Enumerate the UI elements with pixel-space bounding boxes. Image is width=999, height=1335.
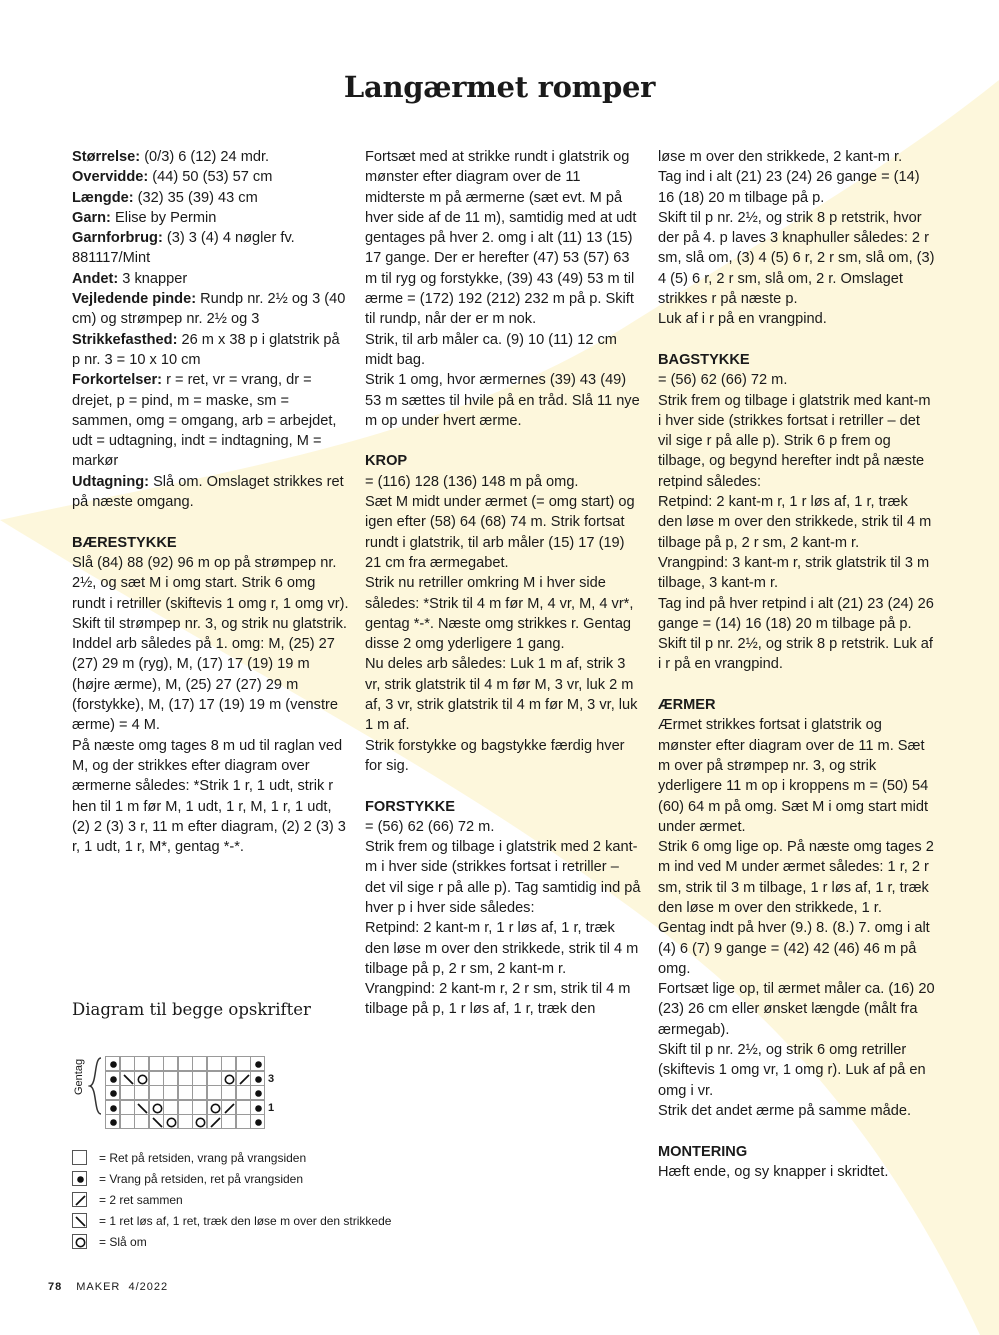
section-forstykke-cont (658, 147, 936, 330)
paragraph: Strik 6 omg lige op. På næste omg tages 2 m ind ved M under ærmet således: 1 r, 2 r sm, strik til 3 m tilbage, 1 r løs af, 1 r, træk den løse m over den strikkede, 1 r. (658, 839, 934, 916)
section-montering (658, 1162, 936, 1182)
paragraph: Luk af i r på en vrangpind. (658, 311, 827, 328)
paragraph: = (116) 128 (136) 148 m på omg. (365, 473, 579, 490)
section-bagstykke (658, 370, 936, 674)
knit-blank-icon (207, 1085, 222, 1100)
knit-blank-icon (221, 1114, 236, 1129)
spec-item (72, 228, 350, 269)
paragraph: = (56) 62 (66) 72 m. (365, 818, 495, 835)
column-3 (658, 147, 936, 1182)
section-heading-montering: MONTERING (658, 1143, 748, 1160)
purl-dot-icon (250, 1100, 265, 1115)
spec-value: Rundp nr. 2½ og 3 (40 cm) og strømpep nr. 2½ og 3 (72, 291, 346, 328)
spec-item (72, 472, 350, 513)
paragraph: Gentag indt på hver (9.) 8. (8.) 7. omg i alt (4) 6 (7) 9 gange = (42) 42 (46) 46 m på omg. (658, 920, 930, 977)
page-footer (48, 1281, 168, 1293)
k2tog-icon (236, 1071, 251, 1086)
knit-blank-icon (178, 1114, 193, 1129)
purl-dot-icon (105, 1085, 120, 1100)
repeat-brace-icon (88, 1056, 104, 1116)
legend-item (72, 1171, 432, 1187)
knit-blank-icon (236, 1114, 251, 1129)
knit-blank-icon (192, 1056, 207, 1071)
paragraph: Tag ind på hver retpind i alt (21) 23 (24) 26 gange = (14) 16 (18) 20 m tilbage på p. (658, 595, 934, 632)
k2tog-icon (221, 1100, 236, 1115)
paragraph: Ærmet strikkes fortsat i glatstrik og mønster efter diagram over de 11 m. Sæt m over på strømpep nr. 3, og strik yderligere 11 m op i kroppens m = (50) 54 (60) 64 m på omg. Sæt M i omg start midt under ærmet. (658, 717, 929, 835)
paragraph: Skift til p nr. 2½, og strik 8 p retstrik. Luk af i r på en vrangpind. (658, 636, 933, 673)
knit-blank-icon (207, 1056, 222, 1071)
knit-blank-icon (149, 1071, 164, 1086)
page-title: Langærmet romper (343, 70, 656, 104)
knit-blank-icon (134, 1114, 149, 1129)
diagram-title: Diagram til begge opskrifter (72, 1000, 311, 1019)
knit-blank-icon (163, 1071, 178, 1086)
spec-item (72, 269, 350, 289)
paragraph: Strik 1 omg, hvor ærmernes (39) 43 (49) 53 m sættes til hvile på en tråd. Slå 11 nye m op under hvert ærme. (365, 372, 640, 429)
spec-item (72, 147, 350, 167)
yarn-over-icon (221, 1071, 236, 1086)
spec-label: Andet: (72, 270, 119, 287)
paragraph: Vrangpind: 3 kant-m r, strik glatstrik til 3 m tilbage, 3 kant-m r. (658, 554, 930, 592)
skp-icon (120, 1071, 135, 1086)
knit-blank-icon (221, 1085, 236, 1100)
section-aermer (658, 715, 936, 1121)
yarn-over-icon (207, 1100, 222, 1115)
spec-item (72, 330, 350, 371)
paragraph: Strik forstykke og bagstykke færdig hver for sig. (365, 737, 625, 774)
purl-dot-icon (105, 1056, 120, 1071)
legend-text: = Ret på retsiden, vrang på vrangsiden (99, 1151, 307, 1165)
paragraph: Strik, til arb måler ca. (9) 10 (11) 12 cm midt bag. (365, 331, 617, 368)
knit-blank-icon (120, 1100, 135, 1115)
section-heading-baerestykke: BÆRESTYKKE (72, 534, 177, 551)
spec-item (72, 370, 350, 471)
paragraph: Vrangpind: 2 kant-m r, 2 r sm, strik til 4 m tilbage på p, 1 r løs af, 1 r, træk den (365, 981, 631, 1018)
spec-value: (0/3) 6 (12) 24 mdr. (140, 149, 270, 165)
purl-dot-icon (105, 1114, 120, 1129)
spec-item (72, 167, 350, 187)
paragraph: Strik nu retriller omkring M i hver side således: *Strik til 4 m før M, 4 vr, M, 4 vr*, gentag *-*. Næste omg strikkes r. Gentag disse 2 omg yderligere 1 gang. (365, 575, 634, 653)
column-1 (72, 147, 350, 857)
knit-blank-icon (192, 1100, 207, 1115)
legend-text: = Vrang på retsiden, ret på vrangsiden (99, 1172, 304, 1186)
legend-text: = 2 ret sammen (99, 1193, 183, 1207)
legend-item (72, 1150, 432, 1166)
spec-value: 26 m x 38 p i glatstrik på p nr. 3 = 10 x 10 cm (72, 331, 340, 368)
spec-label: Udtagning: (72, 473, 150, 490)
paragraph: løse m over den strikkede, 2 kant-m r. (658, 149, 903, 165)
section-heading-bagstykke: BAGSTYKKE (658, 351, 750, 368)
paragraph: Skift til p nr. 2½, og strik 6 omg retriller (skiftevis 1 omg vr, 1 omg r). Luk af på en omg i vr. (658, 1042, 926, 1099)
magazine-name: MAKER (76, 1281, 121, 1293)
knit-blank-icon (163, 1100, 178, 1115)
spec-label: Garnforbrug: (72, 230, 163, 247)
section-krop (365, 472, 643, 776)
legend-item (72, 1234, 432, 1250)
spec-label: Størrelse: (72, 149, 141, 165)
section-baerestykke (72, 553, 350, 857)
spec-label: Strikkefasthed: (72, 331, 178, 348)
section-heading-forstykke: FORSTYKKE (365, 798, 455, 815)
purl-dot-icon (105, 1071, 120, 1086)
spec-value: 3 knapper (118, 270, 188, 287)
legend-text: = Slå om (99, 1235, 147, 1249)
k2tog-icon (72, 1192, 87, 1207)
knit-blank-icon (134, 1056, 149, 1071)
paragraph: Fortsæt lige op, til ærmet måler ca. (16) 20 (23) 26 cm eller ønsket længde (målt fra ærmegab). (658, 981, 935, 1038)
purl-dot-icon (250, 1114, 265, 1129)
paragraph: Retpind: 2 kant-m r, 1 r løs af, 1 r, træk den løse m over den strikkede, strik til 4 m tilbage på p, 2 r sm, 2 kant-m r. (365, 920, 639, 977)
knit-blank-icon (236, 1100, 251, 1115)
spec-value: r = ret, vr = vrang, dr = drejet, p = pind, m = maske, sm = sammen, omg = omgang, arb = arbejdet, udt = udtagning, indt = indtagning, M = markør (72, 372, 337, 470)
knit-blank-icon (192, 1071, 207, 1086)
purl-dot-icon (105, 1100, 120, 1115)
knit-blank-icon (163, 1085, 178, 1100)
spec-label: Vejledende pinde: (72, 291, 197, 308)
spec-item (72, 208, 350, 228)
purl-dot-icon (250, 1085, 265, 1100)
skp-icon (149, 1114, 164, 1129)
paragraph: Tag ind i alt (21) 23 (24) 26 gange = (14) 16 (18) 20 m tilbage på p. (658, 169, 920, 206)
section-forstykke (365, 817, 643, 1020)
yarn-over-icon (72, 1234, 87, 1249)
spec-value: (32) 35 (39) 43 cm (133, 189, 258, 206)
knit-blank-icon (236, 1085, 251, 1100)
paragraph: På næste omg tages 8 m ud til raglan ved M, og der strikkes efter diagram over ærmerne således: *Strik 1 r, 1 udt, strik r hen til 1 m før M, 1 udt, 1 r, M, 1 r, 1 udt, (2) 2 (3) 3 r, 11 m efter diagram, (2) 2 (3) 3 r, 1 udt, 1 r, M*, gentag *-*. (72, 737, 346, 856)
spec-value: Slå om. Omslaget strikkes ret på næste omgang. (72, 473, 344, 511)
paragraph: Skift til p nr. 2½, og strik 8 p retstrik, hvor der på 4. p laves 3 knaphuller således: 2 r sm, slå om, (3) 4 (5) 6 r, 2 r sm, slå om, (3) 4 (5) 6 r, 2 r sm, slå om, 2 r. Omslaget strikkes r på næste p. (658, 209, 935, 308)
yarn-over-icon (192, 1114, 207, 1129)
section-heading-krop: KROP (365, 453, 408, 470)
specs-list (72, 147, 350, 512)
spec-item (72, 289, 350, 330)
knit-blank-icon (178, 1056, 193, 1071)
yarn-over-icon (149, 1100, 164, 1115)
purl-dot-icon (72, 1171, 87, 1186)
knit-blank-icon (120, 1085, 135, 1100)
row-number-1: 1 (268, 1102, 275, 1114)
yarn-over-icon (163, 1114, 178, 1129)
column-2 (365, 147, 643, 1020)
legend-item (72, 1192, 432, 1208)
knit-blank-icon (178, 1085, 193, 1100)
paragraph: Skift til strømpep nr. 3, og strik nu glatstrik. Inddel arb således på 1. omg: M, (25) 27 (27) 29 m (ryg), M, (17) 17 (19) 19 m (højre ærme), M, (25) 27 (27) 29 m (forstykke), M, (17) 17 (19) 19 m (venstre ærme) = 4 M. (72, 615, 347, 734)
purl-dot-icon (250, 1056, 265, 1071)
knit-blank-icon (163, 1056, 178, 1071)
page-number: 78 (48, 1281, 63, 1293)
knit-blank-icon (178, 1100, 193, 1115)
knit-blank-icon (134, 1085, 149, 1100)
issue-number: 4/2022 (128, 1281, 169, 1293)
spec-label: Garn: (72, 209, 111, 226)
spec-label: Overvidde: (72, 169, 149, 186)
paragraph: Strik frem og tilbage i glatstrik med kant-m i hver side (strikkes fortsat i retriller – det vil sige r på alle p). Strik 6 p frem og tilbage, og begynd herefter indt på næste retpind således: (658, 392, 931, 490)
spec-value: (3) 3 (4) 4 nøgler fv. 881117/Mint (72, 230, 295, 267)
legend-text: = 1 ret løs af, 1 ret, træk den løse m over den strikkede (99, 1214, 392, 1228)
paragraph: = (56) 62 (66) 72 m. (658, 372, 788, 389)
section-heading-aermer: ÆRMER (658, 697, 716, 714)
row-number-3: 3 (268, 1073, 275, 1085)
paragraph: Retpind: 2 kant-m r, 1 r løs af, 1 r, træk den løse m over den strikkede, strik til 4 m tilbage på p, 2 r sm, 2 kant-m r. (658, 494, 932, 551)
k2tog-icon (207, 1114, 222, 1129)
knit-blank-icon (192, 1085, 207, 1100)
spec-value: Elise by Permin (110, 209, 217, 226)
paragraph: Fortsæt med at strikke rundt i glatstrik og mønster efter diagram over de 11 midterste m på ærmerne (sæt evt. M på hver side af de 11 m), samtidig med at udt gentages på hver 2. omg i alt (11) 13 (15) 17 gange. Der er herefter (47) 53 (57) 63 m til ryg og forstykke, (39) 43 (49) 53 m til ærme = (172) 192 (212) 232 m på p. Skift til rundp, når der er m nok. (365, 149, 637, 328)
knit-blank-icon (72, 1150, 87, 1165)
purl-dot-icon (250, 1071, 265, 1086)
paragraph: Sæt M midt under ærmet (= omg start) og igen efter (58) 64 (68) 74 m. Strik fortsat rundt i glatstrik, til arb måler (15) 17 (19) 21 cm fra ærmegabet. (365, 494, 635, 571)
yarn-over-icon (134, 1071, 149, 1086)
spec-item (72, 188, 350, 208)
paragraph: Hæft ende, og sy knapper i skridtet. (658, 1163, 889, 1180)
knit-blank-icon (149, 1056, 164, 1071)
knit-blank-icon (120, 1114, 135, 1129)
knit-blank-icon (120, 1056, 135, 1071)
knit-blank-icon (236, 1056, 251, 1071)
knit-blank-icon (149, 1085, 164, 1100)
skp-icon (134, 1100, 149, 1115)
paragraph: Slå (84) 88 (92) 96 m op på strømpep nr. 2½, og sæt M i omg start. Strik 6 omg rundt i retriller (skiftevis 1 omg r, 1 omg vr). (72, 554, 349, 612)
legend-item (72, 1213, 432, 1229)
spec-label: Længde: (72, 189, 134, 206)
spec-value: (44) 50 (53) 57 cm (148, 169, 273, 186)
paragraph: Strik det andet ærme på samme måde. (658, 1102, 912, 1119)
knit-blank-icon (178, 1071, 193, 1086)
paragraph: Strik frem og tilbage i glatstrik med 2 kant-m i hver side (strikkes fortsat i retriller – det vil sige r på alle p). Tag samtidig ind på hver p i hver side således: (365, 839, 641, 916)
skp-icon (72, 1213, 87, 1228)
spec-label: Forkortelser: (72, 372, 163, 389)
paragraph: Nu deles arb således: Luk 1 m af, strik 3 vr, strik glatstrik til 4 m før M, 3 vr, luk 2 m af, 3 vr, strik glatstrik til 4 m før M, 3 vr, luk 1 m af. (365, 656, 638, 734)
section-intro (365, 147, 643, 431)
knit-blank-icon (221, 1056, 236, 1071)
repeat-label: Gentag (73, 1058, 85, 1095)
knit-blank-icon (207, 1071, 222, 1086)
